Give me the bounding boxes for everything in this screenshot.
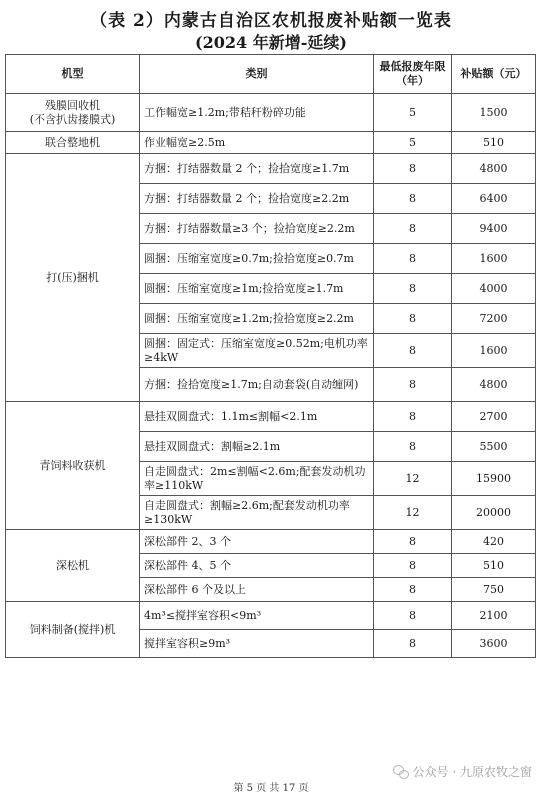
cell-amount: 510	[452, 554, 536, 578]
cell-category: 工作幅宽≥1.2m;带秸秆粉碎功能	[140, 94, 374, 132]
cell-category: 方捆：打结器数量≥3 个；捡拾宽度≥2.2m	[140, 214, 374, 244]
cell-category: 作业幅宽≥2.5m	[140, 132, 374, 154]
watermark-text: 公众号 · 九原农牧之窗	[412, 765, 532, 779]
cell-type: 青饲料收获机	[6, 402, 140, 530]
cell-category: 圆捆：压缩室宽度≥1.2m;捡拾宽度≥2.2m	[140, 304, 374, 334]
cell-amount: 4800	[452, 368, 536, 402]
cell-min-years: 8	[374, 530, 452, 554]
watermark	[393, 763, 532, 780]
cell-amount: 510	[452, 132, 536, 154]
cell-min-years: 8	[374, 402, 452, 432]
table-row	[6, 402, 536, 432]
cell-type: 打(压)捆机	[6, 154, 140, 402]
cell-amount: 2100	[452, 602, 536, 630]
cell-type: 饲料制备(搅拌)机	[6, 602, 140, 658]
table-row	[6, 602, 536, 630]
cell-amount: 6400	[452, 184, 536, 214]
cell-category: 悬挂双圆盘式：1.1m≤割幅<2.1m	[140, 402, 374, 432]
cell-min-years: 8	[374, 602, 452, 630]
table-row	[6, 94, 536, 132]
page-subtitle: (2024 年新增-延续)	[195, 33, 347, 52]
cell-category: 方捆：打结器数量 2 个；捡拾宽度≥1.7m	[140, 154, 374, 184]
cell-amount: 1600	[452, 334, 536, 368]
cell-amount: 1500	[452, 94, 536, 132]
cell-min-years: 8	[374, 244, 452, 274]
table-row	[6, 530, 536, 554]
cell-min-years: 8	[374, 578, 452, 602]
cell-category: 深松部件 2、3 个	[140, 530, 374, 554]
cell-category: 深松部件 6 个及以上	[140, 578, 374, 602]
header-min-years: 最低报废年限（年）	[374, 55, 452, 94]
cell-min-years: 8	[374, 214, 452, 244]
cell-type: 联合整地机	[6, 132, 140, 154]
subsidy-table	[5, 54, 536, 658]
cell-min-years: 5	[374, 94, 452, 132]
cell-category: 方捆：捡拾宽度≥1.7m;自动套袋(自动缠网)	[140, 368, 374, 402]
page-footer: 第 5 页 共 17 页	[233, 783, 309, 794]
cell-category: 圆捆：固定式：压缩室宽度≥0.52m;电机功率≥4kW	[140, 334, 374, 368]
cell-amount: 7200	[452, 304, 536, 334]
header-type: 机型	[6, 55, 140, 94]
cell-category: 4m³≤搅拌室容积<9m³	[140, 602, 374, 630]
cell-min-years: 8	[374, 184, 452, 214]
cell-min-years: 8	[374, 630, 452, 658]
cell-amount: 1600	[452, 244, 536, 274]
cell-amount: 9400	[452, 214, 536, 244]
cell-type: 残膜回收机 (不含扒齿搂膜式)	[6, 94, 140, 132]
cell-amount: 420	[452, 530, 536, 554]
cell-category: 自走圆盘式：割幅≥2.6m;配套发动机功率≥130kW	[140, 496, 374, 530]
table-row	[6, 132, 536, 154]
cell-amount: 3600	[452, 630, 536, 658]
cell-category: 圆捆：压缩室宽度≥0.7m;捡拾宽度≥0.7m	[140, 244, 374, 274]
cell-amount: 20000	[452, 496, 536, 530]
cell-category: 圆捆：压缩室宽度≥1m;捡拾宽度≥1.7m	[140, 274, 374, 304]
header-amount: 补贴额（元）	[452, 55, 536, 94]
cell-min-years: 12	[374, 496, 452, 530]
cell-amount: 4800	[452, 154, 536, 184]
table-header-row	[6, 55, 536, 94]
cell-min-years: 8	[374, 154, 452, 184]
cell-amount: 2700	[452, 402, 536, 432]
cell-category: 深松部件 4、5 个	[140, 554, 374, 578]
cell-category: 方捆：打结器数量 2 个；捡拾宽度≥2.2m	[140, 184, 374, 214]
table-row	[6, 154, 536, 184]
cell-type: 深松机	[6, 530, 140, 602]
cell-min-years: 8	[374, 334, 452, 368]
cell-amount: 750	[452, 578, 536, 602]
header-category: 类别	[140, 55, 374, 94]
cell-min-years: 12	[374, 462, 452, 496]
cell-category: 自走圆盘式：2m≤割幅<2.6m;配套发动机功率≥110kW	[140, 462, 374, 496]
cell-min-years: 5	[374, 132, 452, 154]
cell-min-years: 8	[374, 432, 452, 462]
cell-category: 搅拌室容积≥9m³	[140, 630, 374, 658]
cell-min-years: 8	[374, 274, 452, 304]
cell-category: 悬挂双圆盘式：割幅≥2.1m	[140, 432, 374, 462]
cell-min-years: 8	[374, 304, 452, 334]
cell-min-years: 8	[374, 554, 452, 578]
wechat-icon	[393, 765, 409, 779]
cell-min-years: 8	[374, 368, 452, 402]
page-title: （表 2）内蒙古自治区农机报废补贴额一览表	[90, 11, 452, 31]
cell-amount: 5500	[452, 432, 536, 462]
cell-amount: 4000	[452, 274, 536, 304]
cell-amount: 15900	[452, 462, 536, 496]
